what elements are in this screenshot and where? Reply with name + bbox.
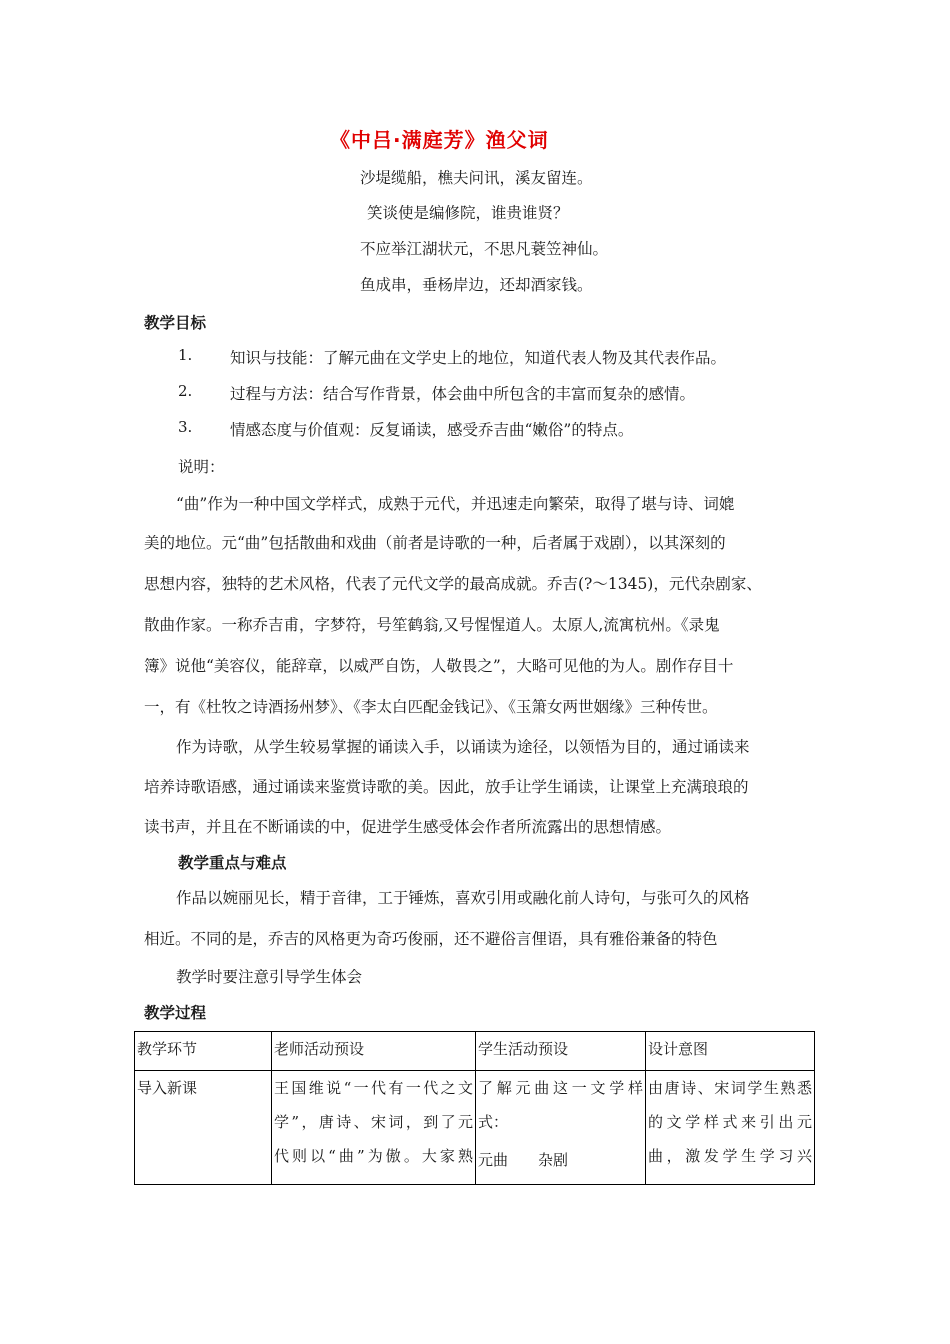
- poem-line: 笑谈使是编修院，谁贵谁贤？: [367, 204, 569, 222]
- header-cell: 教学环节: [135, 1032, 272, 1071]
- paragraph-line: 思想内容，独特的艺术风格，代表了元代文学的最高成就。乔吉(?～1345)，元代杂剧家、: [144, 575, 762, 593]
- goal-number: 2.: [178, 382, 193, 400]
- header-cell: 学生活动预设: [476, 1032, 646, 1071]
- goal-number: 1.: [178, 346, 193, 364]
- key-note: 教学时要注意引导学生体会: [176, 968, 363, 986]
- table-row: [135, 1071, 815, 1185]
- process-heading: 教学过程: [144, 1004, 207, 1022]
- goal-text: 情感态度与价值观：反复诵读，感受乔吉曲“嫩俗”的特点。: [230, 421, 634, 439]
- poem-line: 鱼成串，垂杨岸边，还却酒家钱。: [360, 276, 593, 294]
- paragraph-line: 读书声，并且在不断诵读的中，促进学生感受体会作者所流露出的思想情感。: [144, 818, 672, 836]
- key-heading: 教学重点与难点: [178, 854, 287, 872]
- paragraph-line: 簿》说他“美容仪，能辞章，以威严自饬，人敬畏之”，大略可见他的为人。剧作存目十: [144, 657, 734, 675]
- cell-line: 了解元曲这一文学样: [478, 1079, 643, 1097]
- student-cell: [476, 1071, 646, 1185]
- header-cell: 老师活动预设: [272, 1032, 476, 1071]
- teacher-cell: [272, 1071, 476, 1185]
- cell-line: 元曲 杂剧: [478, 1151, 569, 1169]
- process-table: [134, 1031, 815, 1185]
- goal-number: 3.: [178, 418, 193, 436]
- cell-line: 学”，唐诗、宋词，到了元: [274, 1113, 473, 1131]
- cell-line: 曲，激发学生学习兴: [648, 1147, 812, 1165]
- paragraph-line: 培养诗歌语感，通过诵读来鉴赏诗歌的美。因此，放手让学生诵读，让课堂上充满琅琅的: [144, 778, 749, 796]
- paragraph-line: 美的地位。元“曲”包括散曲和戏曲（前者是诗歌的一种，后者属于戏剧），以其深刻的: [144, 534, 726, 552]
- stage-cell: 导入新课: [135, 1071, 272, 1185]
- goal-text: 知识与技能：了解元曲在文学史上的地位，知道代表人物及其代表作品。: [230, 349, 727, 367]
- cell-line: 的文学样式来引出元: [648, 1113, 812, 1131]
- poem-line: 沙堤缆船，樵夫问讯，溪友留连。: [360, 169, 593, 187]
- cell-line: 式：: [478, 1113, 509, 1131]
- paragraph-line: 散曲作家。一称乔吉甫，字梦符，号笙鹤翁,又号惺惺道人。太原人,流寓杭州。《录鬼: [144, 616, 720, 634]
- paragraph-line: 一，有《杜牧之诗酒扬州梦》、《李太白匹配金钱记》、《玉箫女两世姻缘》三种传世。: [144, 698, 718, 716]
- goals-heading: 教学目标: [144, 314, 207, 332]
- cell-line: 王国维说“一代有一代之文: [274, 1079, 473, 1097]
- cell-line: 代则以“曲”为傲。大家熟: [274, 1147, 473, 1165]
- poem-line: 不应举江湖状元，不思凡蓑笠神仙。: [360, 240, 609, 258]
- document-title: 《中吕·满庭芳》渔父词: [330, 128, 549, 152]
- paragraph-line: 作为诗歌，从学生较易掌握的诵读入手，以诵读为途径，以领悟为目的，通过诵读来: [176, 738, 750, 756]
- goal-text: 过程与方法：结合写作背景，体会曲中所包含的丰富而复杂的感情。: [230, 385, 696, 403]
- paragraph-line: “曲”作为一种中国文学样式，成熟于元代，并迅速走向繁荣，取得了堪与诗、词媲: [176, 495, 735, 513]
- header-cell: 设计意图: [646, 1032, 815, 1071]
- table-header-row: [135, 1032, 815, 1071]
- explain-label: 说明：: [178, 458, 225, 476]
- intent-cell: [646, 1071, 815, 1185]
- paragraph-line: 作品以婉丽见长，精于音律，工于锤炼，喜欢引用或融化前人诗句，与张可久的风格: [176, 889, 750, 907]
- paragraph-line: 相近。不同的是，乔吉的风格更为奇巧俊丽，还不避俗言俚语，具有雅俗兼备的特色: [144, 930, 718, 948]
- cell-line: 由唐诗、宋词学生熟悉: [648, 1079, 812, 1097]
